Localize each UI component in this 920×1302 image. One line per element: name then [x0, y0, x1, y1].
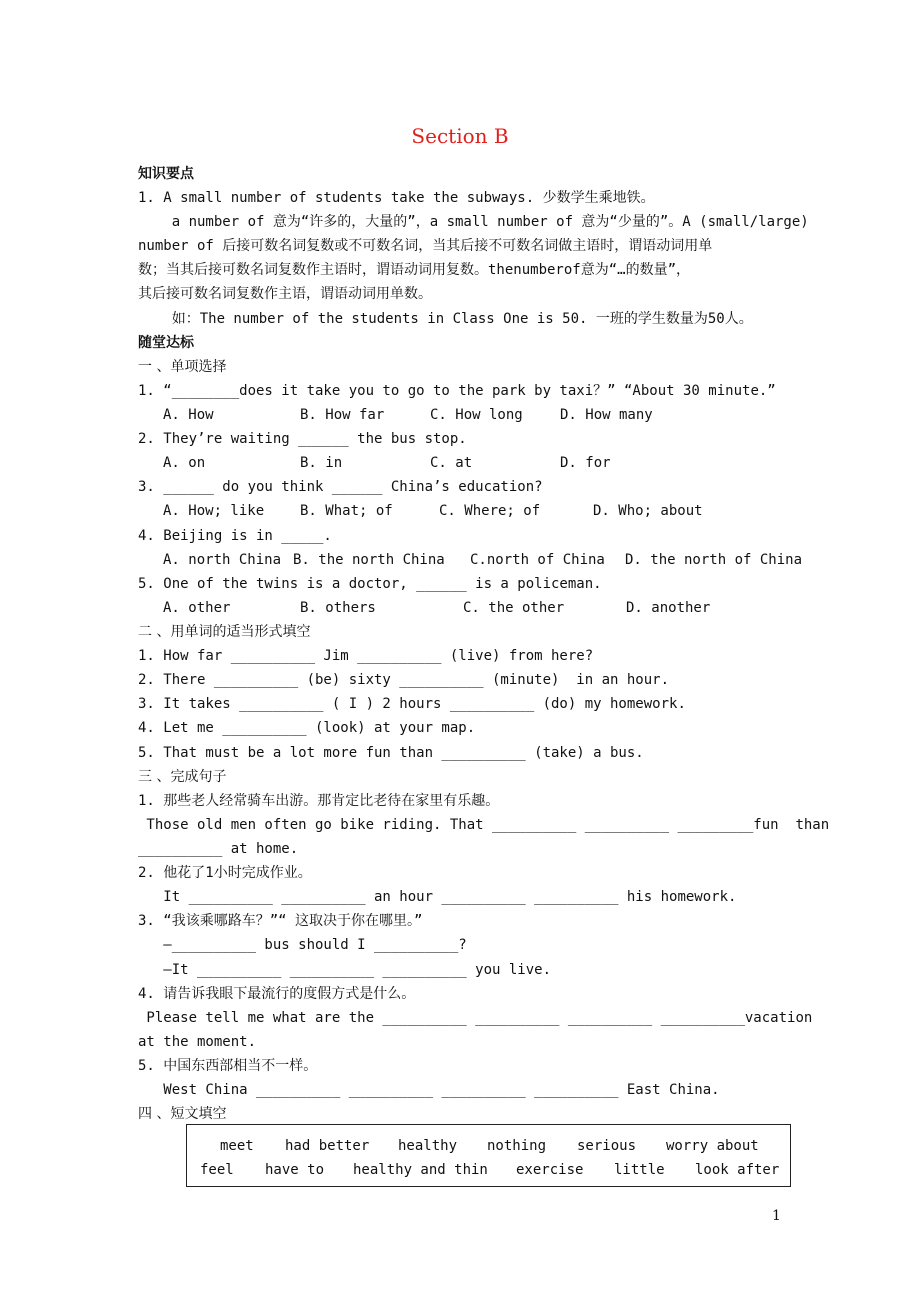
knowledge-example: 如：The number of the students in Class One is 50. 一班的学生数量为50人。: [138, 311, 753, 327]
section-3-heading: 三 、完成句子: [138, 769, 227, 785]
page-title: Section B: [411, 124, 509, 148]
mc-option: C. at: [430, 455, 473, 471]
mc-option: A. other: [163, 600, 231, 616]
word-bank-item: meet: [220, 1138, 254, 1154]
sentence-1-en: Those old men often go bike riding. That __________ __________ _________fun than: [138, 817, 830, 833]
fill-question-5: 5. That must be a lot more fun than __________ (take) a bus.: [138, 745, 644, 761]
mc-option: A. north China: [163, 552, 282, 568]
mc-option: B. the north China: [293, 552, 445, 568]
sentence-2-en: It __________ __________ an hour __________ __________ his homework.: [138, 889, 737, 905]
knowledge-line-4: 数；当其后接可数名词复数作主语时，谓语动词用复数。thenumberof意为“…的数量”，: [138, 262, 691, 278]
section-2-heading: 二 、用单词的适当形式填空: [138, 624, 311, 640]
mc-question-5: 5. One of the twins is a doctor, ______ is a policeman.: [138, 576, 602, 592]
mc-option: B. others: [300, 600, 376, 616]
knowledge-line-3: number of 后接可数名词复数或不可数名词，当其后接不可数名词做主语时，谓语动词用单: [138, 238, 713, 254]
mc-option: D. How many: [560, 407, 653, 423]
mc-option: B. in: [300, 455, 343, 471]
knowledge-line-1: 1. A small number of students take the subways. 少数学生乘地铁。: [138, 190, 655, 206]
word-bank-item: healthy: [398, 1138, 458, 1154]
fill-question-3: 3. It takes __________ ( I ) 2 hours __________ (do) my homework.: [138, 696, 686, 712]
fill-question-1: 1. How far __________ Jim __________ (live) from here?: [138, 648, 594, 664]
page-number: 1: [772, 1208, 781, 1224]
word-bank-item: have to: [265, 1162, 325, 1178]
mc-option: A. on: [163, 455, 206, 471]
sentence-4-cn: 4. 请告诉我眼下最流行的度假方式是什么。: [138, 986, 416, 1002]
mc-option: D. the north of China: [625, 552, 803, 568]
word-bank-item: nothing: [487, 1138, 547, 1154]
sentence-5-cn: 5. 中国东西部相当不一样。: [138, 1058, 318, 1074]
word-bank-item: worry about: [666, 1138, 759, 1154]
knowledge-line-5: 其后接可数名词复数作主语，谓语动词用单数。: [138, 286, 432, 302]
word-bank-item: had better: [285, 1138, 370, 1154]
mc-option: B. How far: [300, 407, 385, 423]
fill-question-4: 4. Let me __________ (look) at your map.: [138, 720, 476, 736]
mc-option: C. the other: [463, 600, 565, 616]
mc-option: C. Where; of: [439, 503, 541, 519]
mc-question-4: 4. Beijing is in _____.: [138, 528, 332, 544]
mc-option: A. How; like: [163, 503, 265, 519]
fill-question-2: 2. There __________ (be) sixty __________ (minute) in an hour.: [138, 672, 670, 688]
mc-option: D. Who; about: [593, 503, 703, 519]
sentence-4-en: Please tell me what are the __________ __________ __________ __________vacation: [138, 1010, 813, 1026]
sentence-4-en-cont: at the moment.: [138, 1034, 257, 1050]
sentence-3-en-2: —It __________ __________ __________ you live.: [138, 962, 552, 978]
word-bank-item: healthy and thin: [353, 1162, 488, 1178]
mc-option: C. How long: [430, 407, 523, 423]
section-1-heading: 一 、单项选择: [138, 359, 227, 375]
mc-option: B. What; of: [300, 503, 393, 519]
mc-option: D. for: [560, 455, 611, 471]
mc-option: D. another: [626, 600, 711, 616]
word-bank-item: look after: [695, 1162, 780, 1178]
mc-question-3: 3. ______ do you think ______ China’s education?: [138, 479, 543, 495]
word-bank-item: exercise: [516, 1162, 584, 1178]
mc-option: A. How: [163, 407, 214, 423]
mc-option: C.north of China: [470, 552, 605, 568]
section-4-heading: 四 、短文填空: [138, 1106, 227, 1122]
sentence-5-en: West China __________ __________ __________ __________ East China.: [138, 1082, 720, 1098]
sentence-2-cn: 2. 他花了1小时完成作业。: [138, 865, 312, 881]
practice-heading: 随堂达标: [138, 335, 194, 351]
word-bank-item: little: [614, 1162, 665, 1178]
sentence-3-cn: 3. “我该乘哪路车？”“ 这取决于你在哪里。”: [138, 913, 423, 929]
sentence-1-cn: 1. 那些老人经常骑车出游。那肯定比老待在家里有乐趣。: [138, 793, 500, 809]
mc-question-2: 2. They’re waiting ______ the bus stop.: [138, 431, 467, 447]
sentence-3-en-1: —__________ bus should I __________?: [138, 937, 467, 953]
word-bank-item: serious: [577, 1138, 637, 1154]
knowledge-heading: 知识要点: [138, 166, 194, 182]
mc-question-1: 1. “________does it take you to go to the park by taxi？” “About 30 minute.”: [138, 383, 776, 399]
sentence-1-en-cont: __________ at home.: [138, 841, 299, 857]
knowledge-line-2: a number of 意为“许多的，大量的”，a small number of 意为“少量的”。A (small/large): [138, 214, 809, 230]
word-bank-item: feel: [200, 1162, 234, 1178]
